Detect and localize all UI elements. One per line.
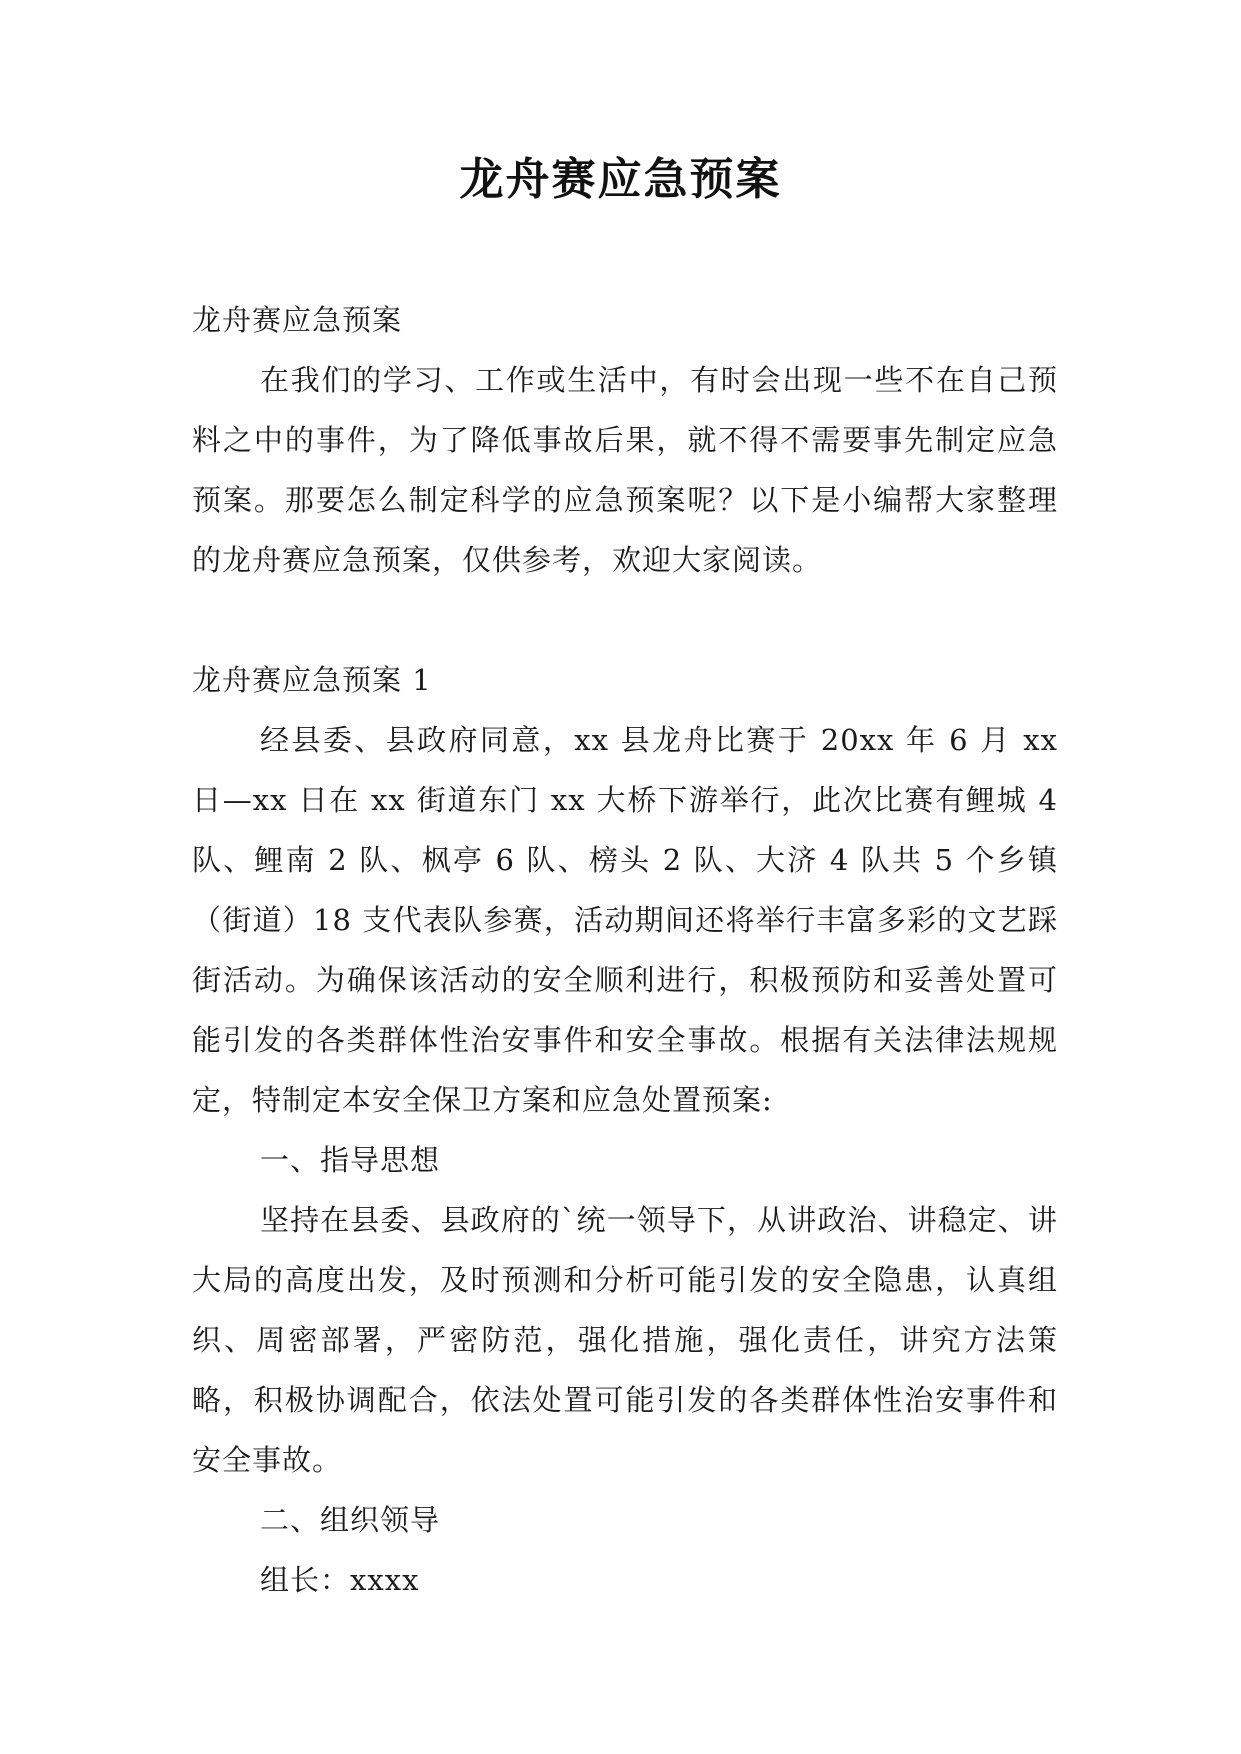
section-paragraph: 经县委、县政府同意，xx 县龙舟比赛于 20xx 年 6 月 xx 日—xx 日在 xx 街道东门 xx 大桥下游举行，此次比赛有鲤城 4 队、鲤南 2 队、枫亭 6 队、榜头 2 队、大济 4 队共 5 个乡镇（街道）18 支代表队参赛，活动期间还将举行丰富多彩的文艺踩街活动。为确保该活动的安全顺利进行，积极预防和妥善处置可能引发的各类群体性治安事件和安全事故。根据有关法律法规规定，特制定本安全保卫方案和应急处置预案: <box>192 723 1058 1117</box>
guiding-paragraph: 坚持在县委、县政府的`统一领导下，从讲政治、讲稳定、讲大局的高度出发，及时预测和分析可能引发的安全隐患，认真组织、周密部署，严密防范，强化措施，强化责任，讲究方法策略，积极协调配合，依法处置可能引发的各类群体性治安事件和安全事故。 <box>192 1203 1058 1477</box>
document-body <box>192 290 1058 1610</box>
page-title: 龙舟赛应急预案 <box>459 154 782 205</box>
heading-guiding-ideology: 一、指导思想 <box>260 1143 441 1177</box>
paragraph-spacer <box>192 590 1058 650</box>
document-subtitle: 龙舟赛应急预案 <box>192 303 403 337</box>
section-title: 龙舟赛应急预案 1 <box>192 663 432 697</box>
leader-line: 组长：xxxx <box>260 1563 420 1597</box>
intro-paragraph: 在我们的学习、工作或生活中，有时会出现一些不在自己预料之中的事件，为了降低事故后果，就不得不需要事先制定应急预案。那要怎么制定科学的应急预案呢？以下是小编帮大家整理的龙舟赛应急预案，仅供参考，欢迎大家阅读。 <box>192 363 1058 577</box>
heading-organization: 二、组织领导 <box>260 1503 441 1537</box>
